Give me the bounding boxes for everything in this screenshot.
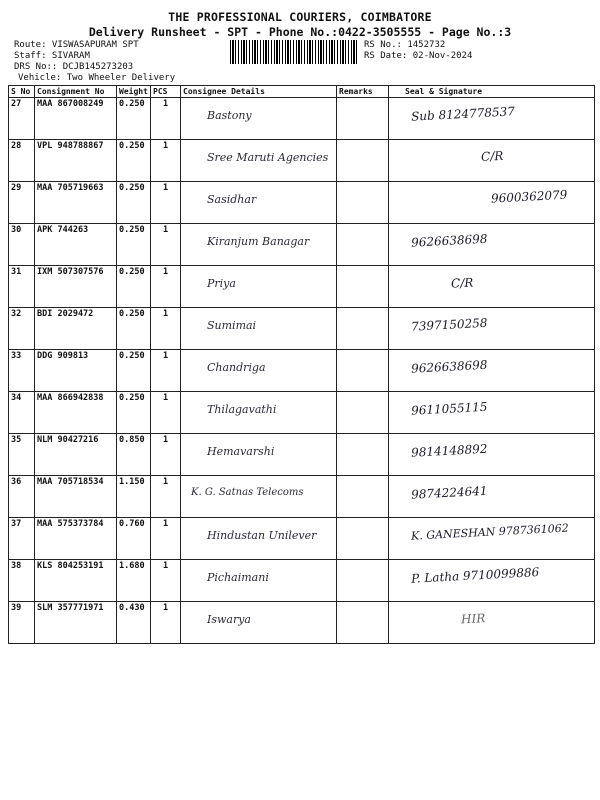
page-subtitle: Delivery Runsheet - SPT - Phone No.:0422-3505555 - Page No.:3 xyxy=(88,25,512,39)
consignee-cell xyxy=(181,560,337,602)
signature-handwriting: 9874224641 xyxy=(410,483,488,502)
pcs-cell: 1 xyxy=(151,434,181,476)
consignee-cell xyxy=(181,266,337,308)
consignee-handwriting: Sumimai xyxy=(207,319,257,332)
pcs-cell: 1 xyxy=(151,560,181,602)
col-header-sno: S No xyxy=(9,86,35,98)
signature-handwriting: HIR xyxy=(460,611,486,627)
table-row xyxy=(9,266,595,308)
consignee-handwriting: Priya xyxy=(207,277,236,290)
drs-number: DRS No:: DCJB145273203 xyxy=(14,62,134,72)
consignee-cell xyxy=(181,308,337,350)
signature-cell xyxy=(389,434,595,476)
consignee-cell xyxy=(181,98,337,140)
signature-handwriting: 9600362079 xyxy=(490,187,568,206)
table-row xyxy=(9,182,595,224)
remarks-cell xyxy=(337,560,389,602)
consignment-cell: MAA 866942838 xyxy=(35,392,117,434)
sno-cell: 29 xyxy=(9,182,35,224)
table-row xyxy=(9,98,595,140)
consignment-cell: KLS 804253191 xyxy=(35,560,117,602)
consignee-cell xyxy=(181,602,337,644)
sno-cell: 37 xyxy=(9,518,35,560)
pcs-cell: 1 xyxy=(151,518,181,560)
weight-cell: 1.150 xyxy=(117,476,151,518)
sno-cell: 39 xyxy=(9,602,35,644)
consignee-handwriting: Sree Maruti Agencies xyxy=(207,151,329,164)
sno-cell: 35 xyxy=(9,434,35,476)
signature-handwriting: 9626638698 xyxy=(410,357,488,376)
signature-cell xyxy=(389,140,595,182)
consignment-cell: MAA 705719663 xyxy=(35,182,117,224)
sno-cell: 36 xyxy=(9,476,35,518)
sno-cell: 30 xyxy=(9,224,35,266)
consignee-handwriting: Kiranjum Banagar xyxy=(207,235,310,248)
remarks-cell xyxy=(337,140,389,182)
weight-cell: 0.250 xyxy=(117,98,151,140)
pcs-cell: 1 xyxy=(151,182,181,224)
consignment-cell: NLM 90427216 xyxy=(35,434,117,476)
col-header-pcs: PCS xyxy=(151,86,181,98)
table-row xyxy=(9,392,595,434)
signature-cell xyxy=(389,560,595,602)
signature-cell xyxy=(389,392,595,434)
signature-cell xyxy=(389,182,595,224)
signature-handwriting: 9626638698 xyxy=(410,231,488,250)
signature-handwriting: 9814148892 xyxy=(410,441,488,460)
consignee-handwriting: Hindustan Unilever xyxy=(207,529,317,542)
weight-cell: 0.760 xyxy=(117,518,151,560)
consignment-cell: BDI 2029472 xyxy=(35,308,117,350)
consignment-cell: VPL 948788867 xyxy=(35,140,117,182)
signature-handwriting: 9611055115 xyxy=(410,399,488,418)
pcs-cell: 1 xyxy=(151,98,181,140)
signature-handwriting: K. GANESHAN 9787361062 xyxy=(410,521,570,543)
col-header-weight: Weight xyxy=(117,86,151,98)
pcs-cell: 1 xyxy=(151,140,181,182)
consignment-cell: IXM 507307576 xyxy=(35,266,117,308)
consignee-handwriting: Pichaimani xyxy=(207,571,269,584)
col-header-remarks: Remarks xyxy=(337,86,389,98)
signature-cell xyxy=(389,308,595,350)
pcs-cell: 1 xyxy=(151,308,181,350)
consignee-handwriting: K. G. Satnas Telecoms xyxy=(191,487,304,498)
table-row xyxy=(9,224,595,266)
consignment-cell: DDG 909813 xyxy=(35,350,117,392)
sno-cell: 32 xyxy=(9,308,35,350)
remarks-cell xyxy=(337,434,389,476)
remarks-cell xyxy=(337,224,389,266)
signature-handwriting: C/R xyxy=(480,148,504,164)
table-header-row xyxy=(9,86,595,98)
weight-cell: 0.250 xyxy=(117,266,151,308)
weight-cell: 0.250 xyxy=(117,140,151,182)
remarks-cell xyxy=(337,392,389,434)
signature-cell xyxy=(389,98,595,140)
consignee-cell xyxy=(181,518,337,560)
consignee-handwriting: Chandriga xyxy=(207,361,266,374)
consignment-cell: SLM 357771971 xyxy=(35,602,117,644)
weight-cell: 0.250 xyxy=(117,392,151,434)
consignee-cell xyxy=(181,350,337,392)
weight-cell: 0.250 xyxy=(117,182,151,224)
consignee-cell xyxy=(181,434,337,476)
weight-cell: 1.680 xyxy=(117,560,151,602)
signature-cell xyxy=(389,602,595,644)
sno-cell: 31 xyxy=(9,266,35,308)
table-row xyxy=(9,602,595,644)
consignee-cell xyxy=(181,224,337,266)
signature-cell xyxy=(389,350,595,392)
consignee-cell xyxy=(181,140,337,182)
consignment-cell: MAA 867008249 xyxy=(35,98,117,140)
consignee-handwriting: Bastony xyxy=(207,109,252,122)
table-row xyxy=(9,560,595,602)
remarks-cell xyxy=(337,350,389,392)
pcs-cell: 1 xyxy=(151,224,181,266)
weight-cell: 0.250 xyxy=(117,224,151,266)
consignee-cell xyxy=(181,476,337,518)
signature-cell xyxy=(389,224,595,266)
sno-cell: 28 xyxy=(9,140,35,182)
weight-cell: 0.430 xyxy=(117,602,151,644)
signature-handwriting: Sub 8124778537 xyxy=(410,104,516,124)
remarks-cell xyxy=(337,308,389,350)
pcs-cell: 1 xyxy=(151,350,181,392)
remarks-cell xyxy=(337,518,389,560)
remarks-cell xyxy=(337,476,389,518)
pcs-cell: 1 xyxy=(151,266,181,308)
table-row xyxy=(9,434,595,476)
remarks-cell xyxy=(337,182,389,224)
rs-date: RS Date: 02-Nov-2024 xyxy=(364,51,473,61)
table-row xyxy=(9,308,595,350)
staff-text: Staff: SIVARAM xyxy=(14,51,90,61)
weight-cell: 0.850 xyxy=(117,434,151,476)
route-text: Route: VISWASAPURAM SPT xyxy=(14,40,139,50)
rs-number: RS No.: 1452732 xyxy=(364,40,446,50)
signature-handwriting: C/R xyxy=(450,275,474,291)
col-header-signature: Seal & Signature xyxy=(389,86,595,98)
consignment-cell: MAA 705718534 xyxy=(35,476,117,518)
remarks-cell xyxy=(337,98,389,140)
consignee-cell xyxy=(181,392,337,434)
pcs-cell: 1 xyxy=(151,602,181,644)
signature-cell xyxy=(389,518,595,560)
sno-cell: 33 xyxy=(9,350,35,392)
consignee-handwriting: Sasidhar xyxy=(207,193,257,206)
consignee-cell xyxy=(181,182,337,224)
signature-cell xyxy=(389,476,595,518)
weight-cell: 0.250 xyxy=(117,308,151,350)
signature-cell xyxy=(389,266,595,308)
weight-cell: 0.250 xyxy=(117,350,151,392)
vehicle-text: Vehicle: Two Wheeler Delivery xyxy=(18,73,176,83)
consignment-cell: MAA 575373784 xyxy=(35,518,117,560)
remarks-cell xyxy=(337,266,389,308)
sno-cell: 38 xyxy=(9,560,35,602)
table-row xyxy=(9,518,595,560)
signature-handwriting: 7397150258 xyxy=(410,315,488,334)
consignee-handwriting: Hemavarshi xyxy=(207,445,275,458)
barcode-image xyxy=(230,40,357,64)
sno-cell: 27 xyxy=(9,98,35,140)
pcs-cell: 1 xyxy=(151,476,181,518)
delivery-table xyxy=(8,85,595,644)
pcs-cell: 1 xyxy=(151,392,181,434)
sno-cell: 34 xyxy=(9,392,35,434)
consignee-handwriting: Iswarya xyxy=(207,613,251,626)
table-row xyxy=(9,140,595,182)
consignee-handwriting: Thilagavathi xyxy=(207,403,277,416)
page-title: THE PROFESSIONAL COURIERS, COIMBATORE xyxy=(168,10,432,24)
remarks-cell xyxy=(337,602,389,644)
table-row xyxy=(9,476,595,518)
col-header-consignment: Consignment No xyxy=(35,86,117,98)
table-row xyxy=(9,350,595,392)
consignment-cell: APK 744263 xyxy=(35,224,117,266)
signature-handwriting: P. Latha 9710099886 xyxy=(410,565,540,586)
col-header-consignee: Consignee Details xyxy=(181,86,337,98)
